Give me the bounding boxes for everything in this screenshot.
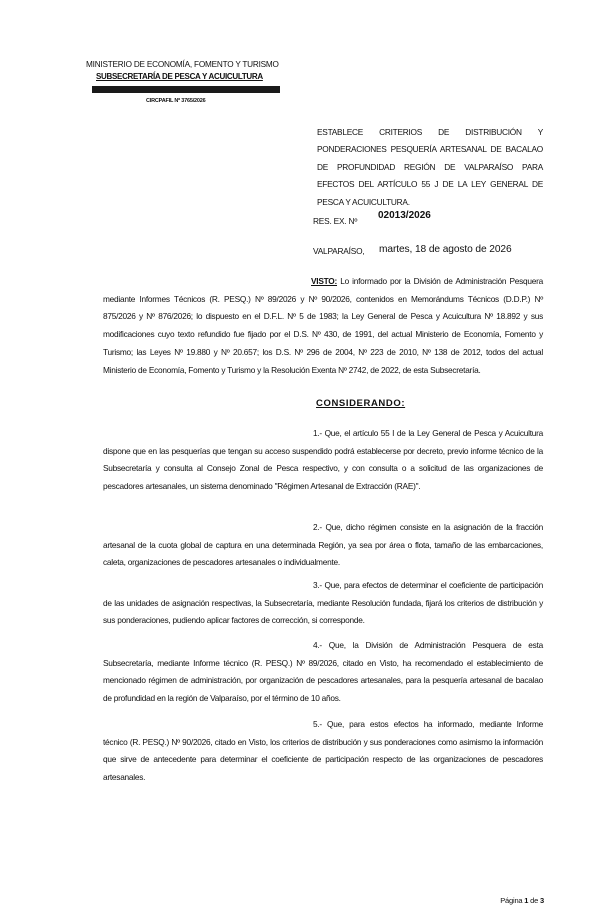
considerando-paragraph-4	[103, 637, 543, 708]
resolution-number: 02013/2026	[378, 210, 431, 221]
visto-label: VISTO:	[311, 276, 338, 286]
resolution-place: VALPARAÍSO,	[313, 246, 365, 256]
circular-number: CIRCPAFIL Nº 3765/2026	[146, 98, 206, 104]
resolution-date: martes, 18 de agosto de 2026	[379, 244, 512, 255]
page-of: de	[530, 896, 539, 905]
page-total: 3	[540, 896, 544, 905]
considerando-paragraph-1	[103, 425, 543, 496]
redaction-bar	[92, 86, 280, 93]
considerando-text-4: 4.- Que, la División de Administración Pesquera de esta Subsecretaría, mediante Informe técnico (R. PESQ.) Nº 89/2026, citado en Visto, ha recomendado el establecimiento de mencionado régimen de administración, por organización de pescadores artesanales, para la pesquería artesanal de bacalao de profundidad en la región de Valparaíso, por el término de 10 años.	[103, 640, 543, 704]
resolution-subject: ESTABLECE CRITERIOS DE DISTRIBUCIÓN Y PONDERACIONES PESQUERÍA ARTESANAL DE BACALAO DE PROFUNDIDAD REGIÓN DE VALPARAÍSO PARA EFECTOS DEL ARTÍCULO 55 J DE LA LEY GENERAL DE PESCA Y ACUICULTURA.	[317, 127, 543, 207]
page-number	[500, 896, 544, 905]
page-current: 1	[524, 896, 529, 905]
considerando-text-1: 1.- Que, el artículo 55 I de la Ley General de Pesca y Acuicultura dispone que en las pesquerías que tengan su acceso suspendido podrá establecerse por decreto, previo informe técnico de la Subsecretaría y consulta al Consejo Zonal de Pesca respectivo, y con consulta o a solicitud de las organizaciones de pescadores artesanales, un sistema denominado "Régimen Artesanal de Extracción (RAE)".	[103, 428, 543, 492]
visto-text: Lo informado por la División de Administración Pesquera mediante Informes Técnicos (R. PESQ.) Nº 89/2026 y Nº 90/2026, contenidos en Memorándums Técnicos (D.D.P.) Nº 875/2026 y Nº 876/2026; lo dispuesto en el D.F.L. Nº 5 de 1983; la Ley General de Pesca y Acuicultura Nº 18.892 y sus modificaciones cuyo texto refundido fue fijado por el D.S. Nº 430, de 1991, del actual Ministerio de Economía, Fomento y Turismo; las Leyes Nº 19.880 y Nº 20.657; los D.S. Nº 296 de 2004, Nº 223 de 2010, Nº 138 de 2012, todos del actual Ministerio de Economía, Fomento y Turismo y la Resolución Exenta Nº 2742, de 2022, de esta Subsecretaría.	[103, 276, 543, 375]
considerando-paragraph-5	[103, 716, 543, 787]
considerando-paragraph-2	[103, 519, 543, 572]
considerando-text-5: 5.- Que, para estos efectos ha informado, mediante Informe técnico (R. PESQ.) Nº 90/2026, citado en Visto, los criterios de distribución y sus ponderaciones como asimismo la información que sirve de antecedente para determinar el coeficiente de participación respecto de las organizaciones de pescadores artesanales.	[103, 719, 543, 783]
considerando-heading: CONSIDERANDO:	[316, 398, 406, 409]
page-label: Página	[500, 896, 523, 905]
subsecretaria-name: SUBSECRETARÍA DE PESCA Y ACUICULTURA	[96, 72, 263, 81]
considerando-text-3: 3.- Que, para efectos de determinar el coeficiente de participación de las unidades de asignación respectivas, la Subsecretaría, mediante Resolución fundada, fijará los criterios de distribución y sus ponderaciones, pudiendo aplicar factores de corrección, si corresponde.	[103, 580, 543, 626]
considerando-paragraph-3	[103, 577, 543, 630]
considerando-text-2: 2.- Que, dicho régimen consiste en la asignación de la fracción artesanal de la cuota global de captura en una determinada Región, ya sea por área o flota, tamaño de las embarcaciones, caleta, organizaciones de pescadores artesanales o individualmente.	[103, 522, 543, 568]
resolution-label: RES. EX. Nº	[313, 216, 358, 226]
visto-paragraph	[103, 273, 543, 379]
ministry-name: MINISTERIO DE ECONOMÍA, FOMENTO Y TURISMO	[86, 60, 279, 69]
